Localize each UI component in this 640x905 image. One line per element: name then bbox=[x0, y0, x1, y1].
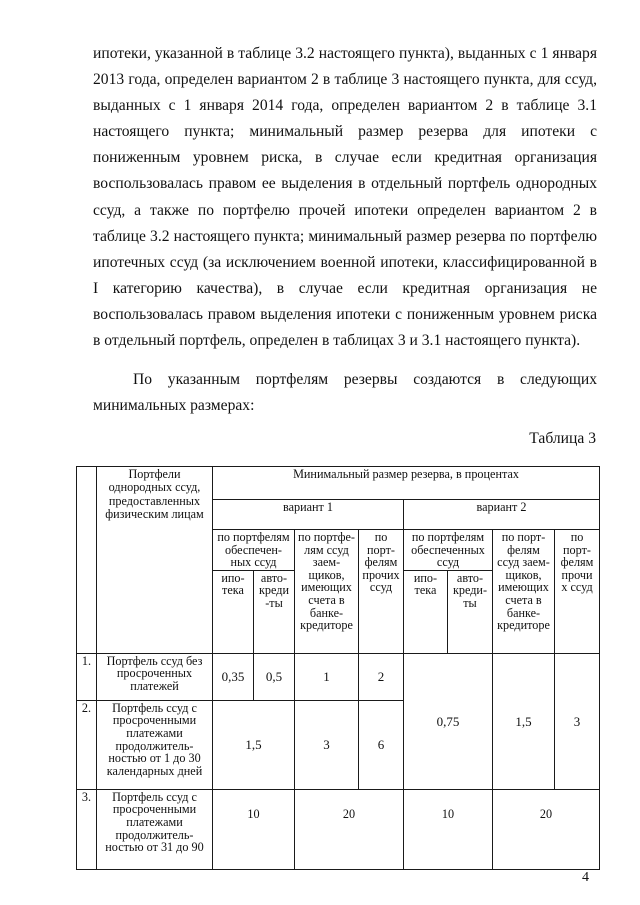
value-v2-borrowers-other: 20 bbox=[493, 789, 600, 869]
header-v1-borrowers: по портфе-лям ссуд заем-щиков, имеющих счета в банке-кредиторе bbox=[295, 530, 359, 654]
header-v1-auto: авто-креди -ты bbox=[254, 570, 295, 653]
value-v2-secured: 10 bbox=[404, 789, 493, 869]
row-portfolio-name: Портфель ссуд с просроченными платежами продолжитель-ностью от 31 до 90 bbox=[97, 789, 213, 869]
table-row bbox=[77, 653, 600, 700]
row-portfolio-name: Портфель ссуд с просроченными платежами продолжитель-ностью от 1 до 30 календарных дней bbox=[97, 700, 213, 789]
value-v1-borrowers: 3 bbox=[295, 700, 359, 789]
header-v2-auto: авто-креди-ты bbox=[448, 570, 493, 653]
value-v1-secured: 10 bbox=[213, 789, 295, 869]
header-min-reserve: Минимальный размер резерва, в процентах bbox=[213, 467, 600, 500]
value-v1-mortgage: 0,35 bbox=[213, 653, 254, 700]
table-row bbox=[77, 789, 600, 869]
row-number: 3. bbox=[77, 789, 97, 869]
header-portfolio-cell: Портфели однородных ссуд, предоставленных физическим лицам bbox=[97, 467, 213, 654]
table-caption: Таблица 3 bbox=[529, 430, 596, 447]
paragraph-1: ипотеки, указанной в таблице 3.2 настоящего пункта), выданных с 1 января 2013 года, определен вариантом 2 в таблице 3 настоящего пункта, для ссуд, выданных с 1 января 2014 года, определен вариантом 2 в таблице 3.1 настоящего пункта; минимальный размер резерва для ипотеки с пониженным уровнем риска, в случае если кредитная организация воспользовалась правом ее выделения в отдельный портфель однородных ссуд, а также по портфелю прочей ипотеки определен вариантом 2 в таблице 3.2 настоящего пункта; минимальный размер резерва по портфелю ипотечных ссуд (за исключением военной ипотеки, классифицированной в I категорию качества), в случае если кредитная организация не воспользовалась правом выделения ипотеки с пониженным уровнем риска в отдельный портфель, определен в таблицах 3 и 3.1 настоящего пункта). bbox=[93, 45, 597, 350]
value-v2-borrowers: 1,5 bbox=[493, 653, 555, 789]
row-number: 2. bbox=[77, 700, 97, 789]
value-v1-auto: 0,5 bbox=[254, 653, 295, 700]
header-v1-secured: по портфелям обеспечен-ных ссуд bbox=[213, 530, 295, 571]
reserve-table bbox=[76, 466, 600, 870]
header-num-cell bbox=[77, 467, 97, 654]
value-v1-borrowers-other: 20 bbox=[295, 789, 404, 869]
value-v1-other: 6 bbox=[359, 700, 404, 789]
header-v2-mortgage: ипо-тека bbox=[404, 570, 448, 653]
header-v2-secured: по портфелям обеспеченных ссуд bbox=[404, 530, 493, 571]
page-number: 4 bbox=[582, 870, 589, 885]
value-v1-borrowers: 1 bbox=[295, 653, 359, 700]
header-v1-mortgage: ипо-тека bbox=[213, 570, 254, 653]
header-v1-other: по порт-фелям прочих ссуд bbox=[359, 530, 404, 654]
value-v2-secured: 0,75 bbox=[404, 653, 493, 789]
header-v2-other: по порт-фелям прочи х ссуд bbox=[555, 530, 600, 654]
value-v2-other: 3 bbox=[555, 653, 600, 789]
value-v1-other: 2 bbox=[359, 653, 404, 700]
value-v1-secured: 1,5 bbox=[213, 700, 295, 789]
header-v2-borrowers: по порт-фелям ссуд заем-щиков, имеющих счета в банке-кредиторе bbox=[493, 530, 555, 654]
row-portfolio-name: Портфель ссуд без просроченных платежей bbox=[97, 653, 213, 700]
header-variant-1: вариант 1 bbox=[213, 500, 404, 530]
header-variant-2: вариант 2 bbox=[404, 500, 600, 530]
paragraph-2: По указанным портфелям резервы создаются в следующих минимальных размерах: bbox=[93, 371, 597, 415]
row-number: 1. bbox=[77, 653, 97, 700]
